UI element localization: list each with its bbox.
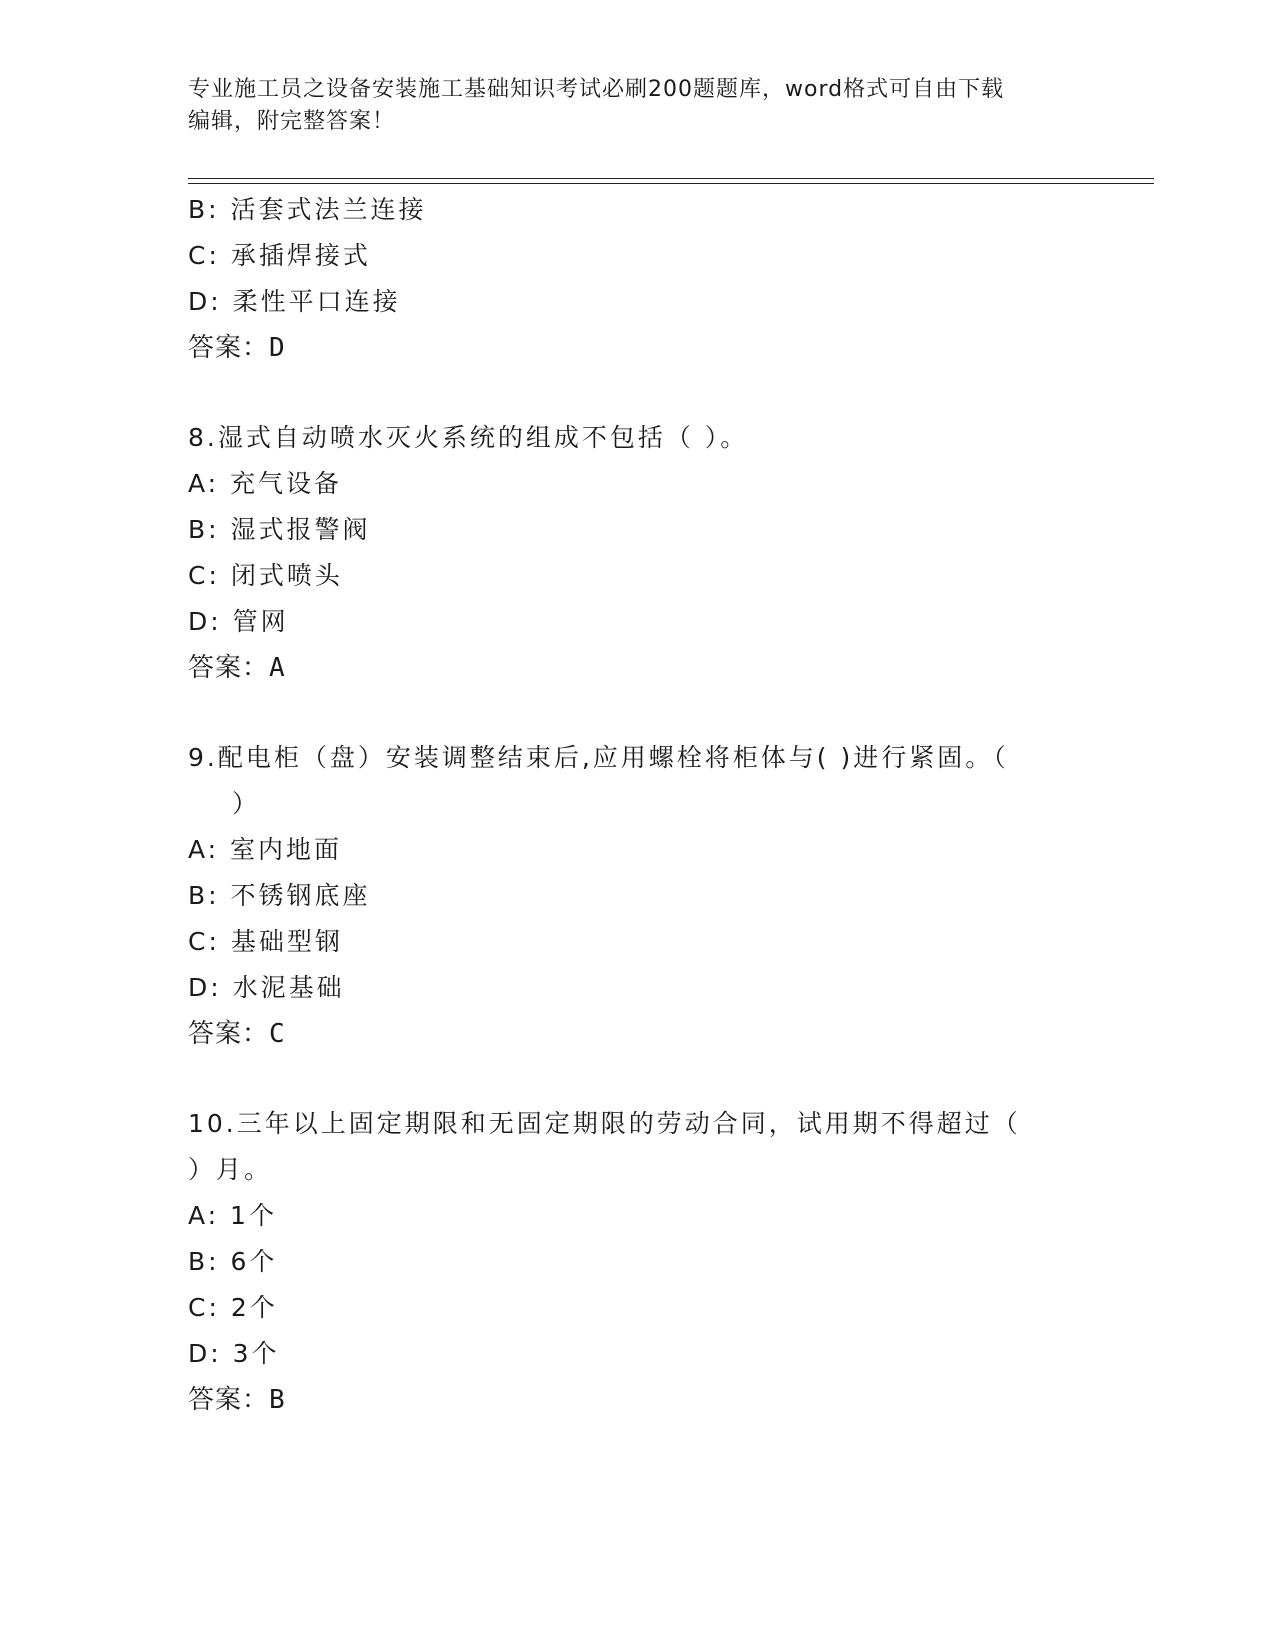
option-b: B: 不锈钢底座 (188, 881, 371, 910)
question-stem-continued: ） (232, 789, 261, 818)
header-title-line2: 编辑，附完整答案！ (188, 109, 396, 134)
option-b: B: 活套式法兰连接 (188, 195, 427, 224)
option-c: C: 闭式喷头 (188, 561, 343, 590)
header-title-line1: 专业施工员之设备安装施工基础知识考试必刷200题题库，word格式可自由下载 (188, 77, 1005, 102)
answer-line (188, 1377, 1068, 1423)
option-d: D: 管网 (188, 607, 289, 636)
answer-label: 答案： (188, 333, 270, 363)
option-c: C: 2个 (188, 1293, 278, 1322)
question-9 (188, 735, 1068, 1057)
answer-line (188, 1011, 1068, 1057)
option-d: D: 3个 (188, 1339, 280, 1368)
option-a: A: 充气设备 (188, 469, 343, 498)
option-c: C: 基础型钢 (188, 927, 343, 956)
answer-line (188, 645, 1068, 691)
question-8 (188, 415, 1068, 691)
answer-label: 答案： (188, 653, 270, 683)
answer-label: 答案： (188, 1019, 270, 1049)
option-b: B: 6个 (188, 1247, 278, 1276)
document-header (188, 74, 1088, 138)
option-d: D: 柔性平口连接 (188, 287, 401, 316)
question-content (188, 187, 1068, 1423)
header-divider-top (188, 178, 1154, 179)
question-stem: 9.配电柜（盘）安装调整结束后,应用螺栓将柜体与( )进行紧固。（ (188, 743, 1009, 772)
question-10 (188, 1101, 1068, 1423)
answer-label: 答案： (188, 1385, 270, 1415)
question-stem: 10.三年以上固定期限和无固定期限的劳动合同，试用期不得超过（ (188, 1109, 1021, 1138)
question-stem: 8.湿式自动喷水灭火系统的组成不包括（ ）。 (188, 423, 749, 452)
answer-value: A (269, 653, 286, 683)
option-c: C: 承插焊接式 (188, 241, 371, 270)
option-b: B: 湿式报警阀 (188, 515, 371, 544)
answer-value: C (269, 1019, 286, 1049)
answer-value: D (269, 333, 286, 363)
question-stem-continued: ）月。 (188, 1155, 273, 1184)
option-d: D: 水泥基础 (188, 973, 345, 1002)
prev-question-block (188, 187, 1068, 371)
answer-line (188, 325, 1068, 371)
option-a: A: 1个 (188, 1201, 277, 1230)
answer-value: B (269, 1385, 286, 1415)
header-divider-bottom (188, 183, 1154, 184)
option-a: A: 室内地面 (188, 835, 343, 864)
